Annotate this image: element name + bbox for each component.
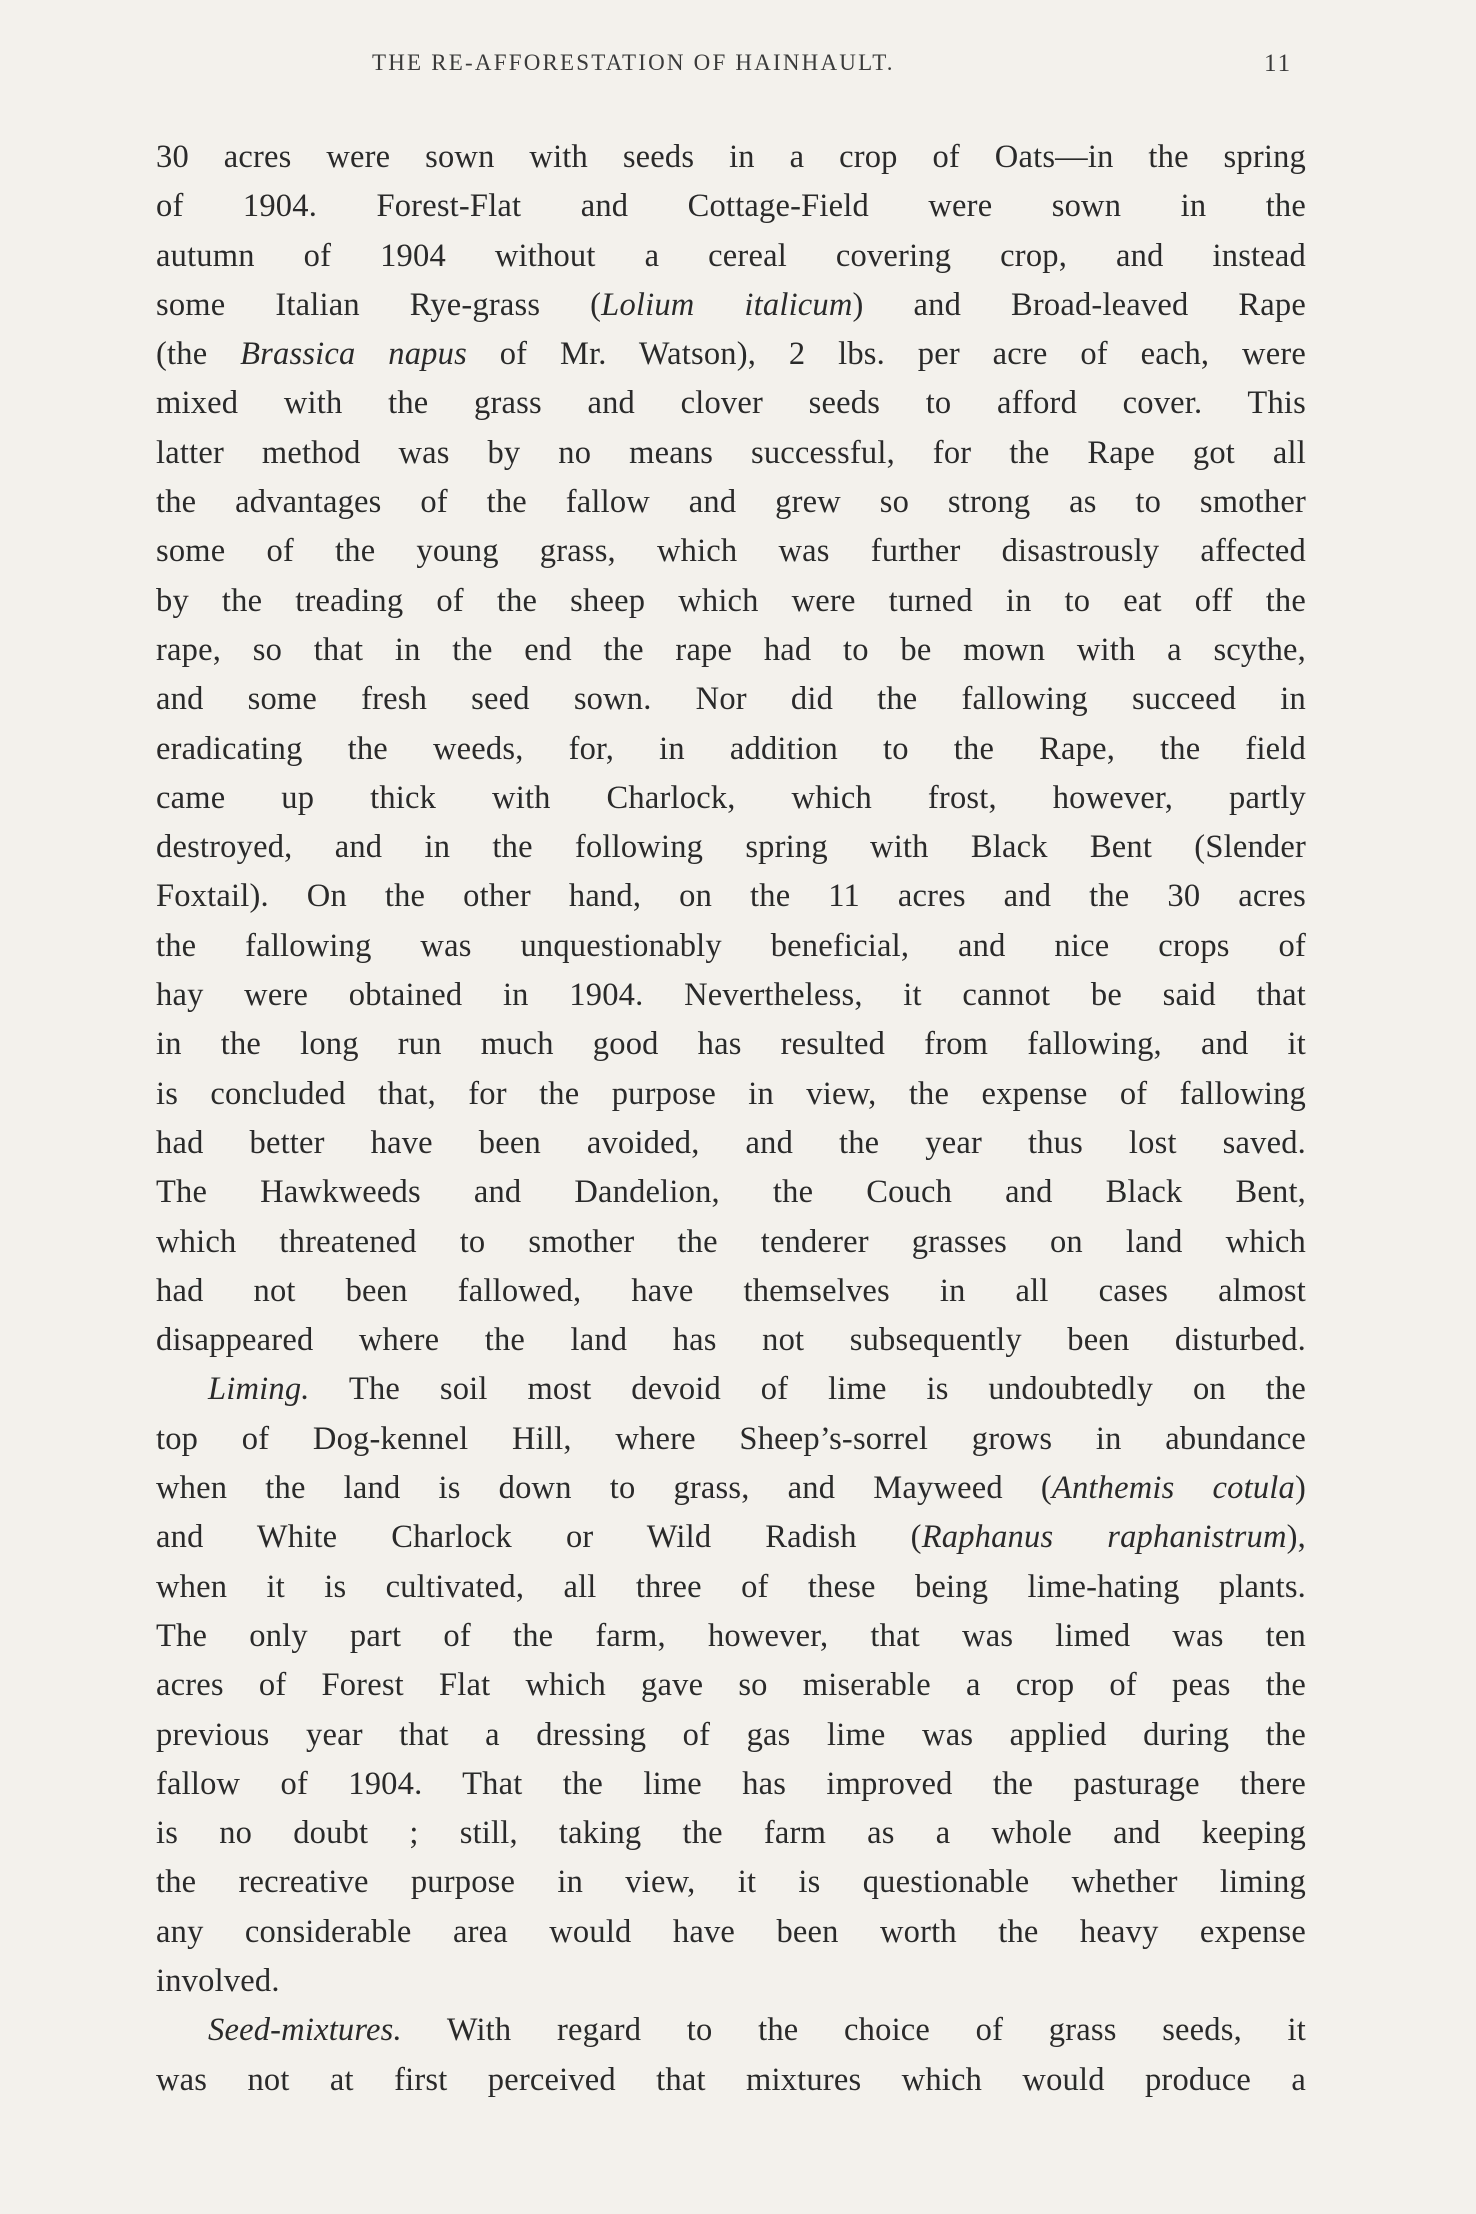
page-number: 11	[1264, 50, 1293, 77]
text-line	[156, 527, 1306, 576]
text-line	[156, 1464, 1306, 1513]
text-run: Foxtail). On the other hand, on the 11 acres and the 30 acres	[156, 878, 1306, 915]
text-line	[156, 971, 1306, 1020]
text-run: With regard to the choice of grass seeds, it	[401, 2012, 1306, 2049]
text-run: and some fresh seed sown. Nor did the fallowing succeed in	[156, 681, 1306, 718]
text-line	[156, 922, 1306, 971]
italic-text: Liming.	[208, 1371, 310, 1408]
text-run: of 1904. Forest-Flat and Cottage-Field were sown in the	[156, 188, 1306, 225]
text-line	[156, 1612, 1306, 1661]
italic-text: Brassica napus	[240, 336, 467, 373]
text-run: )	[1294, 1470, 1306, 1507]
text-run: of Mr. Watson), 2 lbs. per acre of each, were	[466, 336, 1306, 373]
text-line	[156, 1218, 1306, 1267]
running-head	[0, 50, 1476, 90]
text-line	[156, 1858, 1306, 1907]
text-line	[156, 675, 1306, 724]
text-run: ),	[1286, 1519, 1306, 1556]
text-line	[156, 1119, 1306, 1168]
text-run: had not been fallowed, have themselves in all cases almost	[156, 1272, 1306, 1309]
running-title: THE RE-AFFORESTATION OF HAINHAULT.	[372, 50, 895, 75]
text-run: which threatened to smother the tenderer grasses on land which	[156, 1223, 1306, 1260]
text-line	[156, 1020, 1306, 1069]
text-line	[156, 823, 1306, 872]
text-run: the recreative purpose in view, it is questionable whether liming	[156, 1864, 1306, 1901]
text-line	[156, 1661, 1306, 1710]
text-line	[156, 429, 1306, 478]
text-run: The Hawkweeds and Dandelion, the Couch and Black Bent,	[156, 1174, 1306, 1211]
text-line	[156, 478, 1306, 527]
body-text	[156, 133, 1306, 2105]
text-run: is no doubt ; still, taking the farm as a whole and keeping	[156, 1815, 1306, 1852]
text-line	[156, 2056, 1306, 2105]
text-line	[156, 133, 1306, 182]
text-line	[156, 872, 1306, 921]
text-line	[156, 1070, 1306, 1119]
text-run: in the long run much good has resulted from fallowing, and it	[156, 1026, 1306, 1063]
text-run: fallow of 1904. That the lime has improved the pasturage there	[156, 1765, 1306, 1802]
text-line	[156, 1513, 1306, 1562]
text-run: by the treading of the sheep which were turned in to eat off the	[156, 582, 1306, 619]
text-line	[156, 1415, 1306, 1464]
text-run: (the	[156, 336, 241, 373]
text-line	[156, 232, 1306, 281]
italic-text: Lolium italicum	[601, 286, 853, 323]
text-run: some Italian Rye-grass (	[156, 286, 602, 323]
italic-text: Raphanus raphanistrum	[921, 1519, 1287, 1556]
italic-text: Anthemis cotula	[1051, 1470, 1295, 1507]
text-line	[156, 1316, 1306, 1365]
text-run: when it is cultivated, all three of these being lime-hating plants.	[156, 1568, 1306, 1605]
text-line	[156, 725, 1306, 774]
text-run: is concluded that, for the purpose in view, the expense of fallowing	[156, 1075, 1306, 1112]
text-line	[156, 1267, 1306, 1316]
text-run: ) and Broad-leaved Rape	[852, 286, 1306, 323]
text-run: The soil most devoid of lime is undoubtedly on the	[309, 1371, 1306, 1408]
text-run: when the land is down to grass, and Mayweed (	[156, 1470, 1052, 1507]
text-line	[156, 1711, 1306, 1760]
text-run: the advantages of the fallow and grew so strong as to smother	[156, 484, 1306, 521]
text-run: came up thick with Charlock, which frost, however, partly	[156, 779, 1306, 816]
text-run: top of Dog-kennel Hill, where Sheep’s-sorrel grows in abundance	[156, 1420, 1306, 1457]
text-line	[156, 1760, 1306, 1809]
text-run: rape, so that in the end the rape had to be mown with a scythe,	[156, 631, 1306, 668]
text-line	[156, 281, 1306, 330]
text-line	[156, 626, 1306, 675]
text-line	[156, 1563, 1306, 1612]
text-run: had better have been avoided, and the year thus lost saved.	[156, 1124, 1306, 1161]
text-run: destroyed, and in the following spring with Black Bent (Slender	[156, 829, 1306, 866]
text-line	[156, 1168, 1306, 1217]
text-run: was not at first perceived that mixtures which would produce a	[156, 2061, 1306, 2098]
text-run: mixed with the grass and clover seeds to afford cover. This	[156, 385, 1306, 422]
text-run: latter method was by no means successful, for the Rape got all	[156, 434, 1306, 471]
text-run: involved.	[156, 1962, 280, 1999]
text-run: previous year that a dressing of gas lime was applied during the	[156, 1716, 1306, 1753]
text-run: hay were obtained in 1904. Nevertheless, it cannot be said that	[156, 977, 1306, 1014]
text-line	[156, 1908, 1306, 1957]
text-line	[156, 2006, 1306, 2055]
text-run: acres of Forest Flat which gave so miserable a crop of peas the	[156, 1667, 1306, 1704]
text-line	[156, 1809, 1306, 1858]
text-run: 30 acres were sown with seeds in a crop of Oats—in the spring	[156, 139, 1306, 175]
text-run: eradicating the weeds, for, in addition to the Rape, the field	[156, 730, 1306, 767]
text-line	[156, 182, 1306, 231]
text-run: disappeared where the land has not subsequently been disturbed.	[156, 1322, 1306, 1359]
text-run: autumn of 1904 without a cereal covering crop, and instead	[156, 237, 1306, 274]
text-line	[156, 1365, 1306, 1414]
text-run: The only part of the farm, however, that was limed was ten	[156, 1617, 1306, 1654]
text-run: the fallowing was unquestionably beneficial, and nice crops of	[156, 927, 1306, 964]
text-line	[156, 577, 1306, 626]
text-line	[156, 379, 1306, 428]
text-run: and White Charlock or Wild Radish (	[156, 1519, 922, 1556]
text-run: some of the young grass, which was further disastrously affected	[156, 533, 1306, 570]
text-line	[156, 1957, 1306, 2006]
text-line	[156, 330, 1306, 379]
text-run: any considerable area would have been worth the heavy expense	[156, 1913, 1306, 1950]
text-line	[156, 774, 1306, 823]
italic-text: Seed-mixtures.	[208, 2012, 402, 2049]
